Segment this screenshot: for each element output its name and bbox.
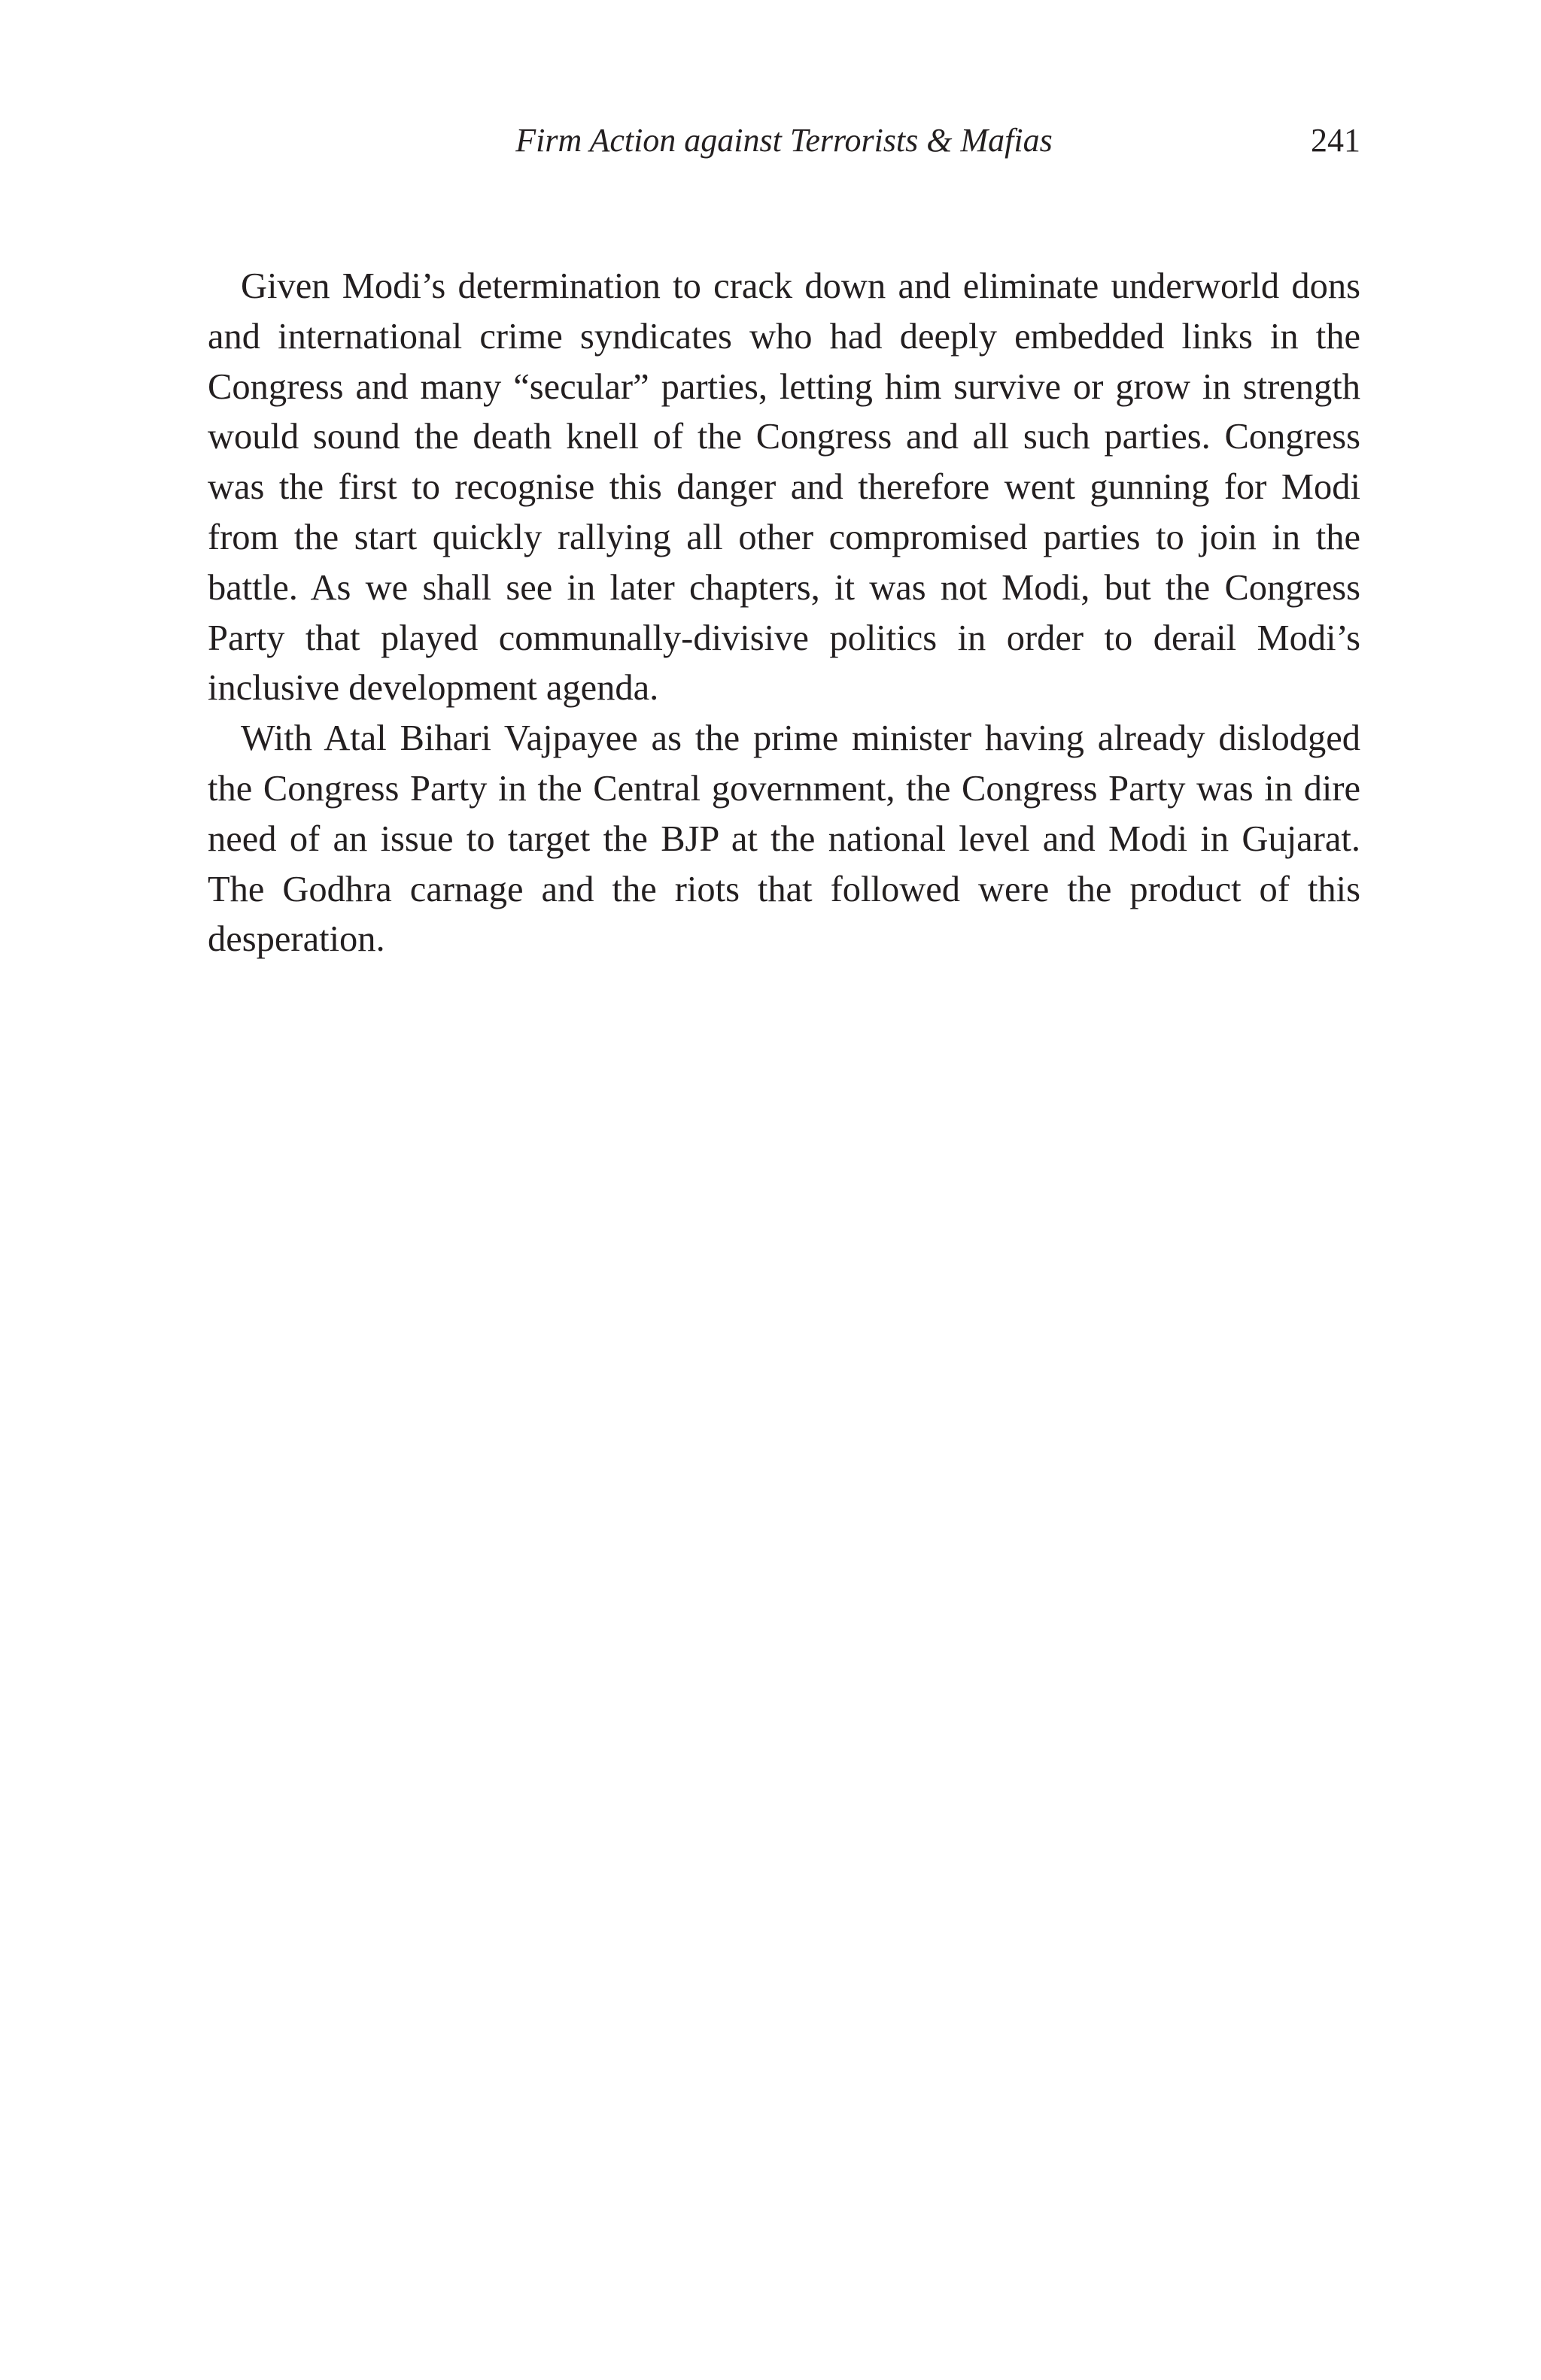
page-number: 241	[1311, 122, 1360, 159]
paragraph: With Atal Bihari Vajpayee as the prime minister having already dislodged the Congress Party in the Central government, the Congress Party was in dire need of an issue to target the BJP at the national level and Modi in Gujarat. The Godhra carnage and the riots that followed were the product of this desperation.	[208, 718, 1360, 960]
running-title: Firm Action against Terrorists & Mafias	[515, 122, 1053, 159]
body-text	[208, 262, 1360, 965]
paragraph: Given Modi’s determination to crack down and eliminate underworld dons and international crime syndicates who had deeply embedded links in the Congress and many “secular” parties, letting him survive or grow in strength would sound the death knell of the Congress and all such parties. Congress was the first to recognise this danger and therefore went gunning for Modi from the start quickly rallying all other compromised parties to join in the battle. As we shall see in later chapters, it was not Modi, but the Congress Party that played communally-divisive politics in order to derail Modi’s inclusive development agenda.	[208, 266, 1360, 709]
running-head	[208, 114, 1360, 167]
